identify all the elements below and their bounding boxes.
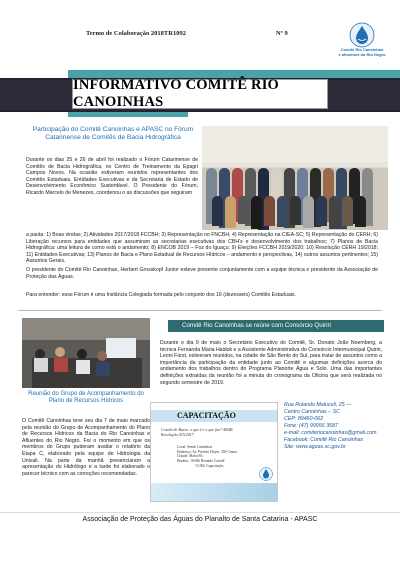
section2-body: O Comitê Canoinhas teve seu dia 7 de maio marcado pela reunião do Grupo de Acompanhamento do Plano de Recursos Hídricos da Bacia do Rio Canoinhas e Afluentes do Rio Negro. Foi o momento em que os membros do Grupo puderam avaliar o relatório da Etapa C, elaborado pela equipe de Hidrologia da Univali. Na parte da manhã presenciaram a apresentação do Hidrólogo e a tarde foi elaborado o parecer técnico com as correções recomendadas. [22,418,150,477]
poster-local: Local: Senob Canoinhas [177,445,213,449]
contact-district: Centro Canoinhas – SC [284,409,340,415]
photo-people-front [212,196,368,230]
section1-body: Durante os dias 25 e 26 de abril foi realizado o Fórum Catarinense de Comitês de Bacia Hidrográfica, no Centro de Treinamento da Epagri Campos Novos. Na ocasião estiveram reunidos representantes dos Comitês Estaduais, Entidades Executivas e da Secretaria de Estado de Desenvolvimento Econômico Sustentável. O Presidente do Fórum, Ricardo Marcelo de Menezes, coordenou o as discussões que seguiram [26,157,198,196]
section1-president: O presidente do Comitê Rio Canoinhas, Herbert Grosskopf Junior esteve presente conjuntamente com a equipe técnica e presidente da Associação de Proteção das Águas. [26,267,378,280]
meeting-photo [22,318,150,388]
poster-title: CAPACITAÇÃO [177,411,236,420]
section3-title: Comitê Rio Canoinhas se reúne com Consórcio Quiriri [182,322,331,329]
section1-agenda: a pauta: 1) Boas vindas; 2) Atividades 2017/2018 FCCBH; 3) Representação no FNCBH; 4) Representação na CIEA-SC; 5) Representação do CERH; 6) Liberação recursos para entidades que assumiram as secretarias executivas dos CBH's e desenvolvimento dos trabalhos; 7) Planos de Bacia Hidrográfica: uma leitura de como está o andamento; 8) ENCOB 2019 – Foz do Iguaçu; 9) Eleições FCCBH 2019/2020; 10) Resolução CERH 19/2018; 11) Entidades Executivas; 13) Planos de Bacia e Plano Estadual de Recursos Hídricos – andamento e perspectivas, 14) outros assuntos pertinentes; 15) Assuntos Gerais. [26,232,378,265]
section-divider [18,310,382,311]
contact-phone: Fone: (47) 99956 3587 [284,423,338,429]
photo-wall [202,126,388,162]
title-band-bottom [68,112,188,117]
group-photo-forum [202,126,388,230]
contact-site[interactable]: Site: www.aguas.sc.gov.br [284,444,346,450]
footer-line [0,512,400,513]
poster-subtitle [161,427,232,437]
section3-body: Durante o dia 9 de maio o Secretário Executivo do Comitê, Sr. Donato João Noemberg, a técnica Fernanda Maria Haiduk e a Assistente Administrativa do Consórcio Intermunicipal Quiriri, Leoni Fürst, estiveram reunidos, na cidade de São Bento do Sul, para tratar de assuntos como a importância da participação da entidade junto ao Comitê e algumas definições acerca do andamento dos trabalhos dentro do Programa Planorte Água e Solo. Uma das importantes definições extraídas da reunião foi a minuta do cronograma da Oficina que será realizada no segundo semestre de 2019. [160,340,383,386]
contact-facebook[interactable]: Facebook: Comitê Rio Canoinhas [284,437,364,443]
water-drop-icon [349,22,375,48]
contact-street: Rua Rolando Maluceli, 25 — [284,402,352,408]
poster-time-2: 13:30h Capacitação [195,463,224,468]
term-label: Termo de Colaboração 2018TR1092 [86,30,186,37]
logo-line-2: e afluentes do Rio Negro [338,51,386,57]
committee-logo [336,22,388,70]
title-box [72,79,328,109]
newsletter-title: INFORMATIVO COMITÊ RIO CANOINHAS [73,77,280,110]
poster-subtitle-line-2: Resolução 015/2017 [161,432,194,437]
logo-line-1: Comitê Rio Canoinhas [340,47,384,52]
poster-time: Horário: 18:00h Reunião Comitê [177,459,225,464]
poster-info [177,445,237,469]
section2-title: Reunião do Grupo de Acompanhamento do Plano de Recursos Hídricos [28,391,144,405]
poster-drop-icon [259,467,273,481]
poster-address: Endereço: Av. Prefeito Hoyer, 336-Centro [177,449,238,454]
section3-title-band [168,320,384,332]
contact-info [284,402,392,502]
poster-city: Cidade: Mafra/SC [177,454,204,459]
meeting-photo-art [22,318,150,388]
section1-note: Para entender: esse Fórum é uma Instância Colegiada formada pelo conjunto dos 16 (dezesseis) Comitês Estaduais. [26,292,296,298]
training-poster [150,402,278,502]
poster-wave [151,483,277,501]
contact-email[interactable]: e-mail: comiteriocanoinhas@gmail.com [284,430,377,436]
poster-subtitle-line-1: Comitê de Bacia: o que é e o que faz? ABAB [161,427,233,432]
section1-title: Participação do Comitê Canoinhas e APASC no Fórum Catarinense de Comitês de Bacia Hidrográfica [32,126,194,141]
contact-cep: CEP: 89460-062 [284,416,324,422]
issue-number: Nº 9 [276,30,288,37]
footer-text: Associação de Proteção das Águas do Planalto de Santa Catarina - APASC [82,516,318,523]
